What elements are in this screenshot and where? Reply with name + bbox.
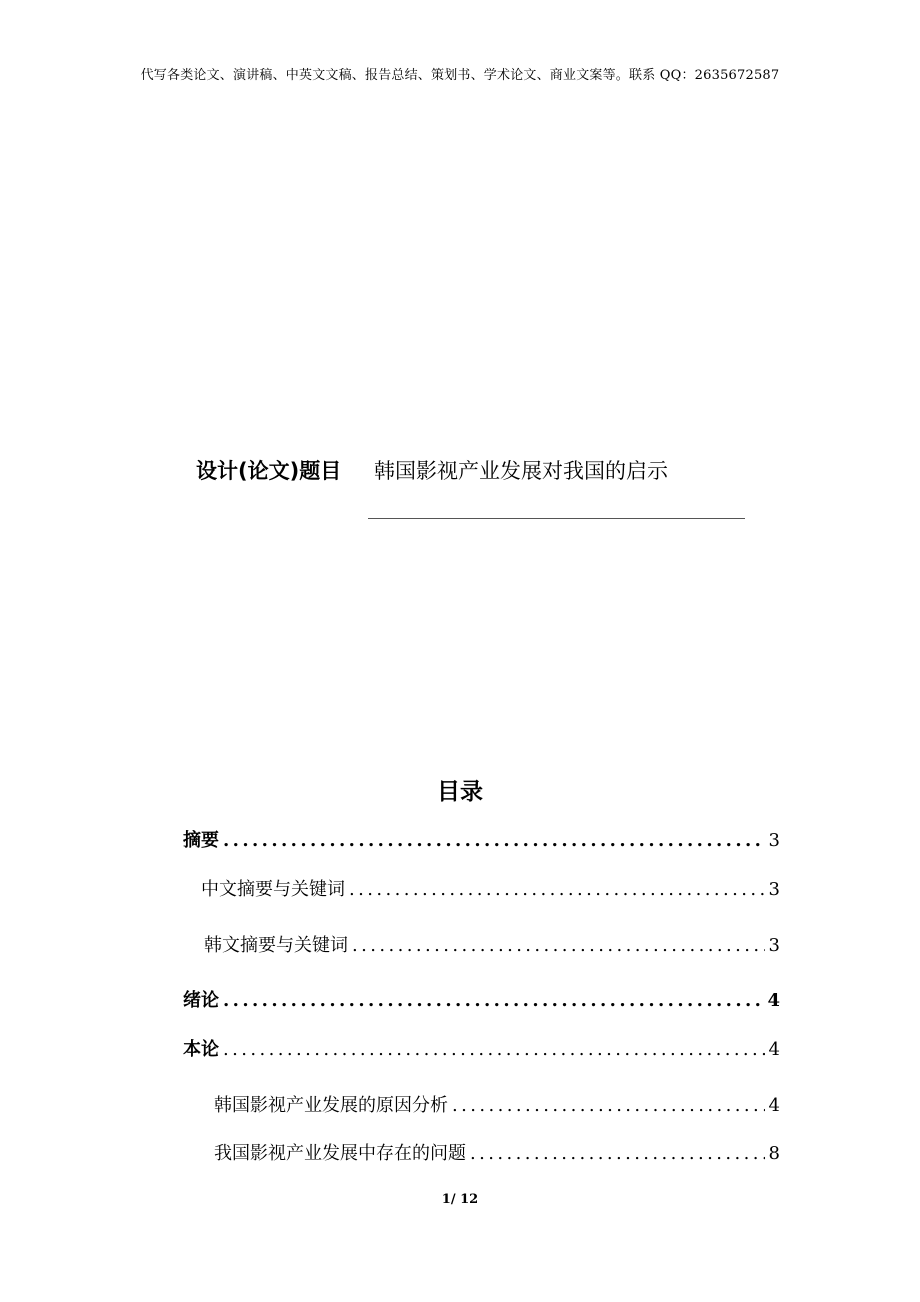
- toc-entry-label: 韩国影视产业发展的原因分析: [214, 1095, 448, 1116]
- toc-entry-page: 4: [767, 990, 780, 1011]
- toc-entry-label: 中文摘要与关键词: [201, 879, 345, 900]
- toc-entry-introduction[interactable]: [183, 986, 780, 1012]
- toc-entry-korea-causes[interactable]: [214, 1091, 780, 1117]
- toc-entry-label: 摘要: [183, 830, 219, 851]
- thesis-title-value: 韩国影视产业发展对我国的启示: [374, 459, 668, 483]
- toc-entry-page: 4: [768, 1095, 780, 1116]
- page-number: 1/ 12: [441, 1192, 479, 1207]
- toc-entry-china-problems[interactable]: [214, 1139, 780, 1165]
- toc-entry-page: 3: [768, 879, 780, 900]
- toc-entry-page: 4: [768, 1039, 780, 1060]
- toc-leader-dots: [470, 1143, 765, 1164]
- toc-entry-label: 韩文摘要与关键词: [204, 935, 348, 956]
- toc-leader-dots: [452, 1095, 765, 1116]
- toc-entry-label: 绪论: [183, 990, 219, 1011]
- toc-entry-page: 8: [768, 1143, 780, 1164]
- toc-entry-abstract[interactable]: [183, 826, 780, 852]
- toc-leader-dots: [349, 879, 765, 900]
- toc-leader-dots: [223, 1039, 765, 1060]
- toc-entry-label: 本论: [183, 1039, 219, 1060]
- page-header-note: 代写各类论文、演讲稿、中英文文稿、报告总结、策划书、学术论文、商业文案等。联系 QQ：2635672587: [140, 68, 780, 83]
- toc-entry-page: 3: [768, 935, 780, 956]
- toc-entry-korean-abstract[interactable]: [204, 931, 780, 957]
- toc-entry-page: 3: [768, 830, 780, 851]
- toc-heading: 目录: [437, 779, 483, 805]
- thesis-title-label: 设计(论文)题目: [196, 459, 342, 483]
- toc-leader-dots: [223, 830, 765, 851]
- toc-leader-dots: [223, 990, 763, 1011]
- title-underline: [368, 518, 745, 519]
- toc-entry-chinese-abstract[interactable]: [201, 875, 780, 901]
- thesis-title-row: [196, 455, 668, 485]
- toc-leader-dots: [352, 935, 765, 956]
- toc-entry-label: 我国影视产业发展中存在的问题: [214, 1143, 466, 1164]
- toc-entry-main-body[interactable]: [183, 1035, 780, 1061]
